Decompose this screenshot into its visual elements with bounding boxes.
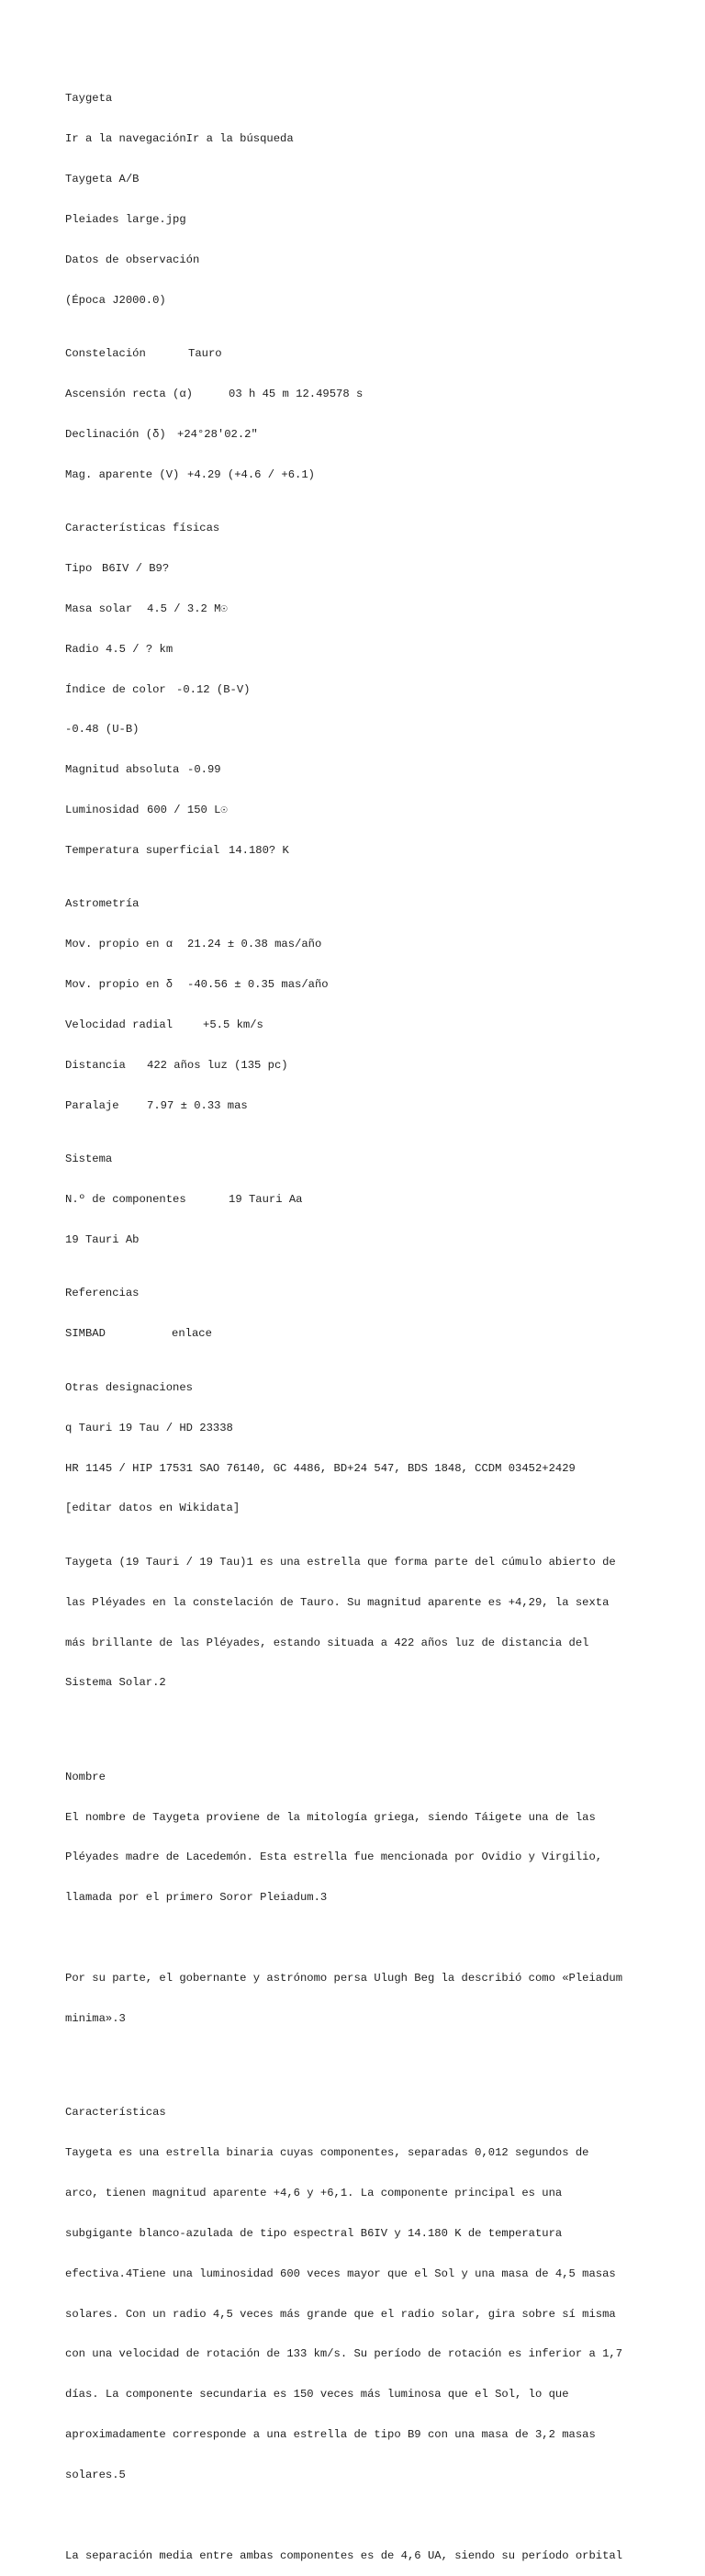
intro-line: más brillante de las Pléyades, estando situada a 422 años luz de distancia del (65, 1636, 589, 1649)
nombre-line: El nombre de Taygeta proviene de la mitología griega, siendo Táigete una de las (65, 1810, 596, 1824)
label-constellation: Constelación (65, 347, 146, 361)
physical-header: Características físicas (65, 522, 220, 535)
row-components (65, 1193, 643, 1207)
value-parallax: 7.97 ± 0.33 mas (147, 1098, 248, 1112)
caracteristicas-line: efectiva.4Tiene una luminosidad 600 veces mayor que el Sol y una masa de 4,5 masas (65, 2267, 616, 2280)
paragraph-gap (65, 1716, 643, 1730)
row-proper-motion-dec (65, 978, 643, 992)
value-constellation[interactable]: Tauro (188, 347, 222, 361)
label-mass: Masa solar (65, 602, 133, 615)
row-proper-motion-ra (65, 938, 643, 951)
epoch: (Época J2000.0) (65, 293, 166, 307)
value-radial-velocity: +5.5 km/s (203, 1018, 263, 1032)
observation-header: Datos de observación (65, 253, 200, 266)
system-header: Sistema (65, 1153, 113, 1166)
label-declination: Declinación (δ) (65, 427, 166, 441)
caracteristicas-line: subgigante blanco-azulada de tipo espectral B6IV y 14.180 K de temperatura (65, 2226, 563, 2240)
row-absolute-magnitude (65, 763, 643, 777)
value-mass: 4.5 / 3.2 M☉ (147, 602, 228, 615)
label-proper-motion-dec: Mov. propio en δ (65, 978, 173, 992)
simbad-link[interactable]: enlace (172, 1327, 212, 1341)
nombre-line: minima».3 (65, 2011, 126, 2025)
value-luminosity: 600 / 150 L☉ (147, 804, 228, 817)
intro-line: Taygeta (19 Tauri / 19 Tau)1 es una estrella que forma parte del cúmulo abierto de (65, 1555, 616, 1569)
paragraph-gap (65, 2509, 643, 2523)
label-proper-motion-ra: Mov. propio en α (65, 938, 173, 951)
navigation-skip-links[interactable]: Ir a la navegaciónIr a la búsqueda (65, 132, 294, 146)
caracteristicas-line: Taygeta es una estrella binaria cuyas componentes, separadas 0,012 segundos de (65, 2146, 589, 2160)
row-constellation (65, 347, 643, 361)
designations-line-2: HR 1145 / HIP 17531 SAO 76140, GC 4486, BD+24 547, BDS 1848, CCDM 03452+2429 (65, 1461, 576, 1475)
caracteristicas-line: con una velocidad de rotación de 133 km/s. Su período de rotación es inferior a 1,7 (65, 2347, 623, 2361)
row-temperature (65, 844, 643, 858)
label-type: Tipo (65, 561, 93, 575)
label-components: N.º de componentes (65, 1193, 186, 1207)
label-simbad: SIMBAD (65, 1327, 106, 1341)
section-heading-nombre: Nombre (65, 1770, 106, 1783)
row-color-index (65, 683, 643, 697)
edit-wikidata-link[interactable]: [editar datos en Wikidata] (65, 1502, 241, 1515)
value-apparent-magnitude: +4.29 (+4.6 / +6.1) (187, 467, 315, 481)
caracteristicas-line: La separación media entre ambas componentes es de 4,6 UA, siendo su período orbital (65, 2548, 623, 2562)
references-header: Referencias (65, 1287, 140, 1300)
caracteristicas-line: arco, tienen magnitud aparente +4,6 y +6,1. La componente principal es una (65, 2186, 563, 2199)
row-mass (65, 602, 643, 616)
row-parallax (65, 1099, 643, 1113)
label-apparent-magnitude: Mag. aparente (V) (65, 467, 180, 481)
nombre-line: Pléyades madre de Lacedemón. Esta estrella fue mencionada por Ovidio y Virgilio, (65, 1850, 603, 1864)
label-absolute-magnitude: Magnitud absoluta (65, 763, 180, 777)
label-parallax: Paralaje (65, 1098, 119, 1112)
row-radius (65, 643, 643, 657)
value-proper-motion-ra: 21.24 ± 0.38 mas/año (187, 938, 322, 951)
value-distance: 422 años luz (135 pc) (147, 1058, 288, 1072)
page-title: Taygeta (65, 92, 113, 106)
label-distance: Distancia (65, 1058, 126, 1072)
designations-line-1: q Tauri 19 Tau / HD 23338 (65, 1421, 233, 1434)
label-radius: Radio (65, 642, 99, 656)
label-right-ascension: Ascensión recta (α) (65, 387, 193, 400)
intro-line: las Pléyades en la constelación de Tauro. Su magnitud aparente es +4,29, la sexta (65, 1595, 610, 1609)
value-radius: 4.5 / ? km (106, 642, 173, 656)
value-type: B6IV / B9? (102, 561, 170, 575)
label-radial-velocity: Velocidad radial (65, 1018, 173, 1032)
row-declination (65, 428, 643, 442)
infobox-image-filename[interactable]: Pleiades large.jpg (65, 212, 186, 226)
label-luminosity: Luminosidad (65, 804, 140, 817)
label-temperature: Temperatura superficial (65, 843, 220, 857)
row-apparent-magnitude (65, 468, 643, 482)
row-distance (65, 1059, 643, 1073)
other-designations-header: Otras designaciones (65, 1380, 193, 1394)
row-radial-velocity (65, 1018, 643, 1032)
row-type (65, 562, 643, 576)
value-temperature: 14.180? K (229, 843, 289, 857)
value-proper-motion-dec: -40.56 ± 0.35 mas/año (187, 978, 329, 992)
article-document (65, 65, 643, 2576)
nombre-line: Por su parte, el gobernante y astrónomo persa Ulugh Beg la describió como «Pleiadum (65, 1972, 623, 1985)
caracteristicas-line: días. La componente secundaria es 150 veces más luminosa que el Sol, lo que (65, 2388, 569, 2402)
row-right-ascension (65, 388, 643, 401)
paragraph-gap (65, 1931, 643, 1945)
value-component-ab[interactable]: 19 Tauri Ab (65, 1232, 140, 1246)
infobox-name: Taygeta A/B (65, 172, 140, 186)
nombre-line: llamada por el primero Soror Pleiadum.3 (65, 1891, 328, 1905)
value-color-index-ub: -0.48 (U-B) (65, 723, 140, 737)
value-color-index: -0.12 (B-V) (176, 682, 251, 696)
label-color-index: Índice de color (65, 682, 166, 696)
paragraph-gap (65, 2053, 643, 2066)
row-luminosity (65, 804, 643, 817)
caracteristicas-line: solares. Con un radio 4,5 veces más grande que el radio solar, gira sobre sí misma (65, 2307, 616, 2321)
astrometry-header: Astrometría (65, 897, 140, 911)
caracteristicas-line: solares.5 (65, 2469, 126, 2481)
value-absolute-magnitude: -0.99 (187, 763, 221, 777)
row-simbad (65, 1327, 643, 1341)
value-declination: +24°28'02.2" (177, 427, 258, 441)
value-component-aa[interactable]: 19 Tauri Aa (229, 1193, 303, 1207)
section-heading-caracteristicas: Características (65, 2106, 166, 2120)
value-right-ascension: 03 h 45 m 12.49578 s (229, 387, 364, 400)
intro-line: Sistema Solar.2 (65, 1676, 166, 1690)
caracteristicas-line: aproximadamente corresponde a una estrella de tipo B9 con una masa de 3,2 masas (65, 2428, 596, 2442)
